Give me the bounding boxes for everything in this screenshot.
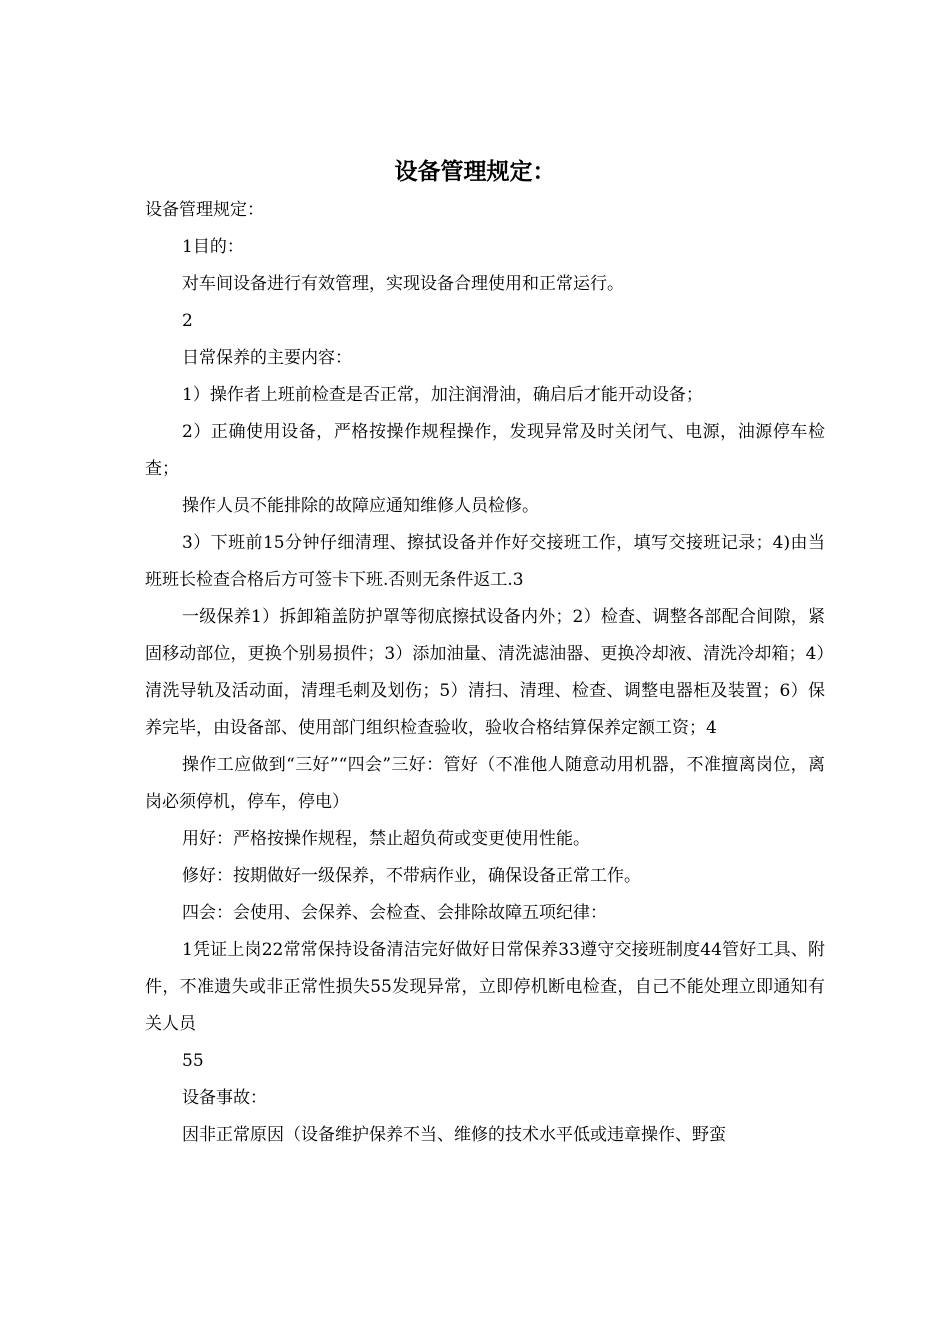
paragraph: 用好：严格按操作规程，禁止超负荷或变更使用性能。 xyxy=(182,829,590,849)
paragraph: 对车间设备进行有效管理，实现设备合理使用和正常运行。 xyxy=(182,274,624,294)
paragraph: 1目的： xyxy=(182,237,244,257)
document-title: 设备管理规定： xyxy=(394,158,556,185)
paragraph: 1）操作者上班前检查是否正常，加注润滑油，确启后才能开动设备； xyxy=(182,385,703,405)
paragraph: 3）下班前15分钟仔细清理、擦拭设备并作好交接班工作，填写交接班记录；4)由当班班长检查合格后方可签卡下班.否则无条件返工.3 xyxy=(145,533,825,590)
paragraph: 55 xyxy=(182,1051,204,1071)
paragraph: 1凭证上岗22常常保持设备清洁完好做好日常保养33遵守交接班制度44管好工具、附件，不准遗失或非正常性损失55发现异常，立即停机断电检查，自己不能处理立即通知有关人员 xyxy=(145,940,825,1034)
paragraph: 操作工应做到“三好”“四会”三好：管好（不准他人随意动用机器，不准擅离岗位，离岗必须停机，停车，停电） xyxy=(145,755,825,812)
paragraph: 设备管理规定： xyxy=(145,200,264,220)
paragraph: 日常保养的主要内容： xyxy=(182,348,352,368)
paragraph: 设备事故： xyxy=(182,1088,267,1108)
paragraph: 操作人员不能排除的故障应通知维修人员检修。 xyxy=(182,496,539,516)
paragraph: 2）正确使用设备，严格按操作规程操作，发现异常及时关闭气、电源，油源停车检查； xyxy=(145,422,825,479)
paragraph: 一级保养1）拆卸箱盖防护罩等彻底擦拭设备内外；2）检查、调整各部配合间隙，紧固移动部位，更换个别易损件；3）添加油量、清洗滤油器、更换冷却液、清洗冷却箱；4）清洗导轨及活动面，清理毛刺及划伤；5）清扫、清理、检查、调整电器柜及装置；6）保养完毕，由设备部、使用部门组织检查验收，验收合格结算保养定额工资；4 xyxy=(145,607,825,738)
paragraph: 因非正常原因（设备维护保养不当、维修的技术水平低或违章操作、野蛮 xyxy=(182,1125,726,1145)
paragraph: 修好：按期做好一级保养，不带病作业，确保设备正常工作。 xyxy=(182,866,641,886)
paragraph: 四会：会使用、会保养、会检查、会排除故障五项纪律： xyxy=(182,903,607,923)
document-body xyxy=(145,192,825,1154)
paragraph: 2 xyxy=(182,311,193,331)
